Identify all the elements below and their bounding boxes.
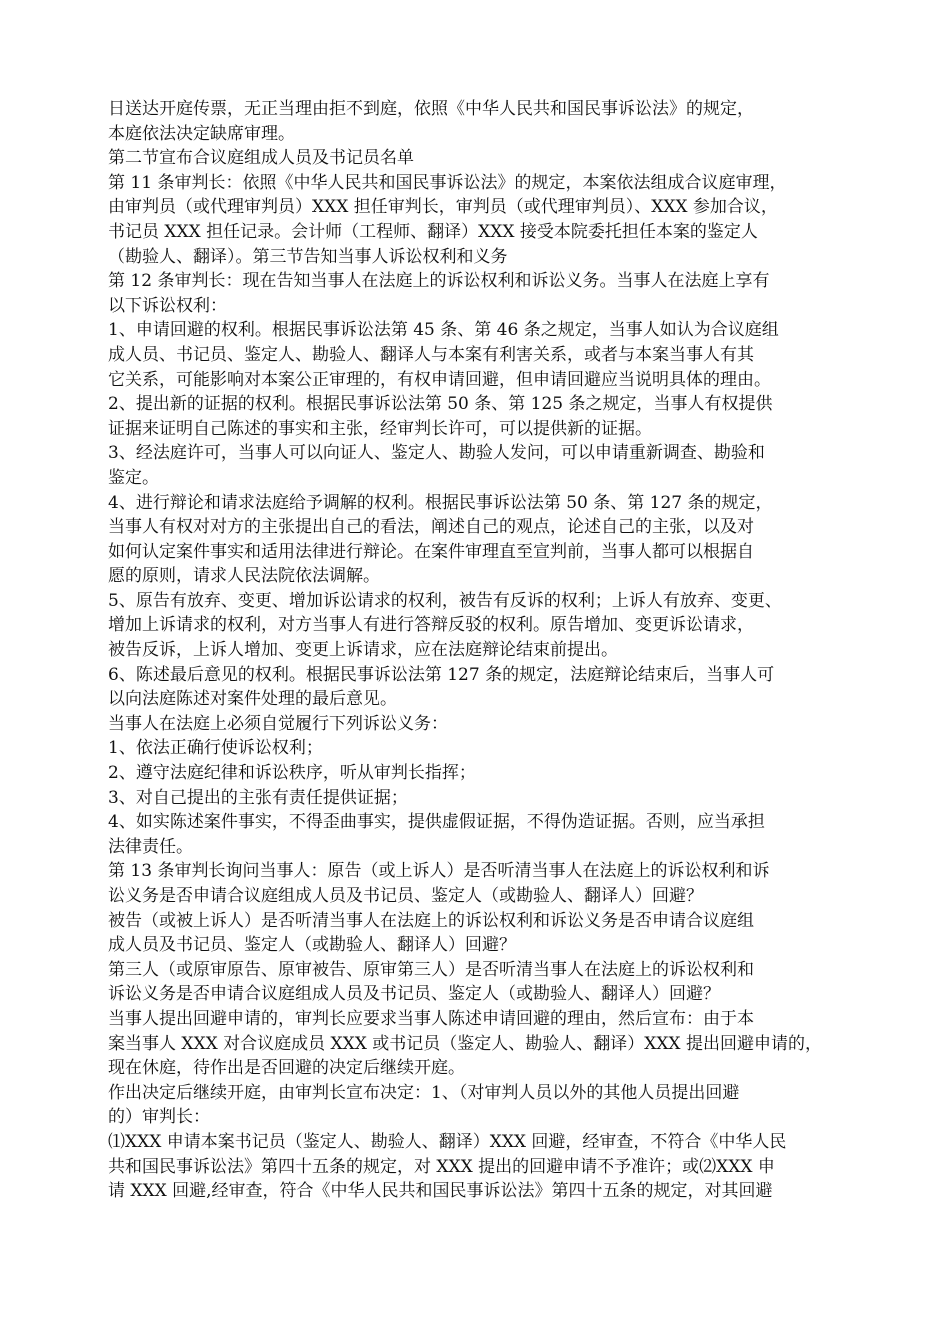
text-line: 当事人在法庭上必须自觉履行下列诉讼义务：: [108, 713, 448, 734]
text-line: 3、对自己提出的主张有责任提供证据；: [108, 787, 408, 808]
text-line: 现在休庭，待作出是否回避的决定后继续开庭。: [108, 1058, 465, 1079]
text-line: 第 11 条审判长：依照《中华人民共和国民事诉讼法》的规定，本案依法组成合议庭审理，: [108, 172, 787, 193]
text-line: 讼义务是否申请合议庭组成人员及书记员、鉴定人（或勘验人、翻译人）回避？: [108, 886, 703, 906]
text-line: 鉴定。: [108, 467, 159, 488]
text-line: 书记员 XXX 担任记录。会计师（工程师、翻译）XXX 接受本院委托担任本案的鉴定人: [108, 221, 758, 242]
text-line: 第 12 条审判长：现在告知当事人在法庭上的诉讼权利和诉讼义务。当事人在法庭上享有: [108, 271, 770, 292]
text-line: 证据来证明自己陈述的事实和主张，经审判长许可，可以提供新的证据。: [108, 418, 652, 439]
text-line: 被告反诉，上诉人增加、变更上诉请求，应在法庭辩论结束前提出。: [108, 640, 618, 661]
text-line: 请 XXX 回避,经审查，符合《中华人民共和国民事诉讼法》第四十五条的规定，对其回避: [108, 1181, 773, 1202]
text-line: 3、经法庭许可，当事人可以向证人、鉴定人、勘验人发问，可以申请重新调查、勘验和: [108, 443, 765, 464]
text-line: 以向法庭陈述对案件处理的最后意见。: [108, 689, 397, 710]
text-line: 第 13 条审判长询问当事人：原告（或上诉人）是否听清当事人在法庭上的诉讼权利和诉: [108, 861, 770, 882]
text-line: 被告（或被上诉人）是否听清当事人在法庭上的诉讼权利和诉讼义务是否申请合议庭组: [108, 910, 754, 931]
text-line: 增加上诉请求的权利，对方当事人有进行答辩反驳的权利。原告增加、变更诉讼请求，: [108, 615, 754, 636]
text-line: 当事人提出回避申请的，审判长应要求当事人陈述申请回避的理由，然后宣布：由于本: [108, 1008, 754, 1029]
text-line: 案当事人 XXX 对合议庭成员 XXX 或书记员（鉴定人、勘验人、翻译）XXX 提出回避申请的，: [108, 1033, 822, 1054]
document-body: [108, 97, 858, 1204]
text-line: 成人员及书记员、鉴定人（或勘验人、翻译人）回避？: [108, 935, 516, 956]
text-line: 1、申请回避的权利。根据民事诉讼法第 45 条、第 46 条之规定，当事人如认为合议庭组: [108, 320, 779, 341]
text-line: 成人员、书记员、鉴定人、勘验人、翻译人与本案有利害关系，或者与本案当事人有其: [108, 344, 754, 365]
text-line: 法律责任。: [108, 836, 193, 857]
text-line: 它关系，可能影响对本案公正审理的，有权申请回避，但申请回避应当说明具体的理由。: [108, 369, 771, 390]
text-line: 4、如实陈述案件事实，不得歪曲事实，提供虚假证据，不得伪造证据。否则，应当承担: [108, 812, 765, 833]
text-line: 1、依法正确行使诉讼权利；: [108, 738, 323, 759]
text-line: 2、遵守法庭纪律和诉讼秩序，听从审判长指挥；: [108, 763, 476, 784]
text-line: 4、进行辩论和请求法庭给予调解的权利。根据民事诉讼法第 50 条、第 127 条的规定，: [108, 492, 773, 513]
text-line: 由审判员（或代理审判员）XXX 担任审判长，审判员（或代理审判员）、XXX 参加合议，: [108, 197, 778, 218]
text-line: 当事人有权对对方的主张提出自己的看法，阐述自己的观点，论述自己的主张，以及对: [108, 517, 754, 538]
text-line: 愿的原则，请求人民法院依法调解。: [108, 566, 380, 587]
text-line: ⑴XXX 申请本案书记员（鉴定人、勘验人、翻译）XXX 回避，经审查，不符合《中华人民: [108, 1131, 787, 1152]
text-line: 共和国民事诉讼法》第四十五条的规定，对 XXX 提出的回避申请不予准许；或⑵XXX 申: [108, 1156, 775, 1177]
text-line: 第三人（或原审原告、原审被告、原审第三人）是否听清当事人在法庭上的诉讼权利和: [108, 959, 754, 980]
text-line: 以下诉讼权利：: [108, 295, 227, 316]
text-line: 5、原告有放弃、变更、增加诉讼请求的权利，被告有反诉的权利；上诉人有放弃、变更、: [108, 590, 782, 611]
text-line: 6、陈述最后意见的权利。根据民事诉讼法第 127 条的规定，法庭辩论结束后，当事人可: [108, 664, 775, 685]
text-line: 的）审判长：: [108, 1107, 210, 1128]
text-line: 本庭依法决定缺席审理。: [108, 123, 295, 144]
text-line: （勘验人、翻译）。第三节告知当事人诉讼权利和义务: [108, 246, 508, 267]
text-line: 日送达开庭传票，无正当理由拒不到庭，依照《中华人民共和国民事诉讼法》的规定，: [108, 99, 754, 119]
section-heading: 第二节宣布合议庭组成人员及书记员名单: [108, 148, 414, 169]
text-line: 作出决定后继续开庭，由审判长宣布决定：1、（对审判人员以外的其他人员提出回避: [108, 1082, 740, 1103]
text-line: 诉讼义务是否申请合议庭组成人员及书记员、鉴定人（或勘验人、翻译人）回避？: [108, 984, 720, 1005]
text-line: 2、提出新的证据的权利。根据民事诉讼法第 50 条、第 125 条之规定，当事人有权提供: [108, 394, 773, 415]
text-line: 如何认定案件事实和适用法律进行辩论。在案件审理直至宣判前，当事人都可以根据自: [108, 541, 754, 562]
